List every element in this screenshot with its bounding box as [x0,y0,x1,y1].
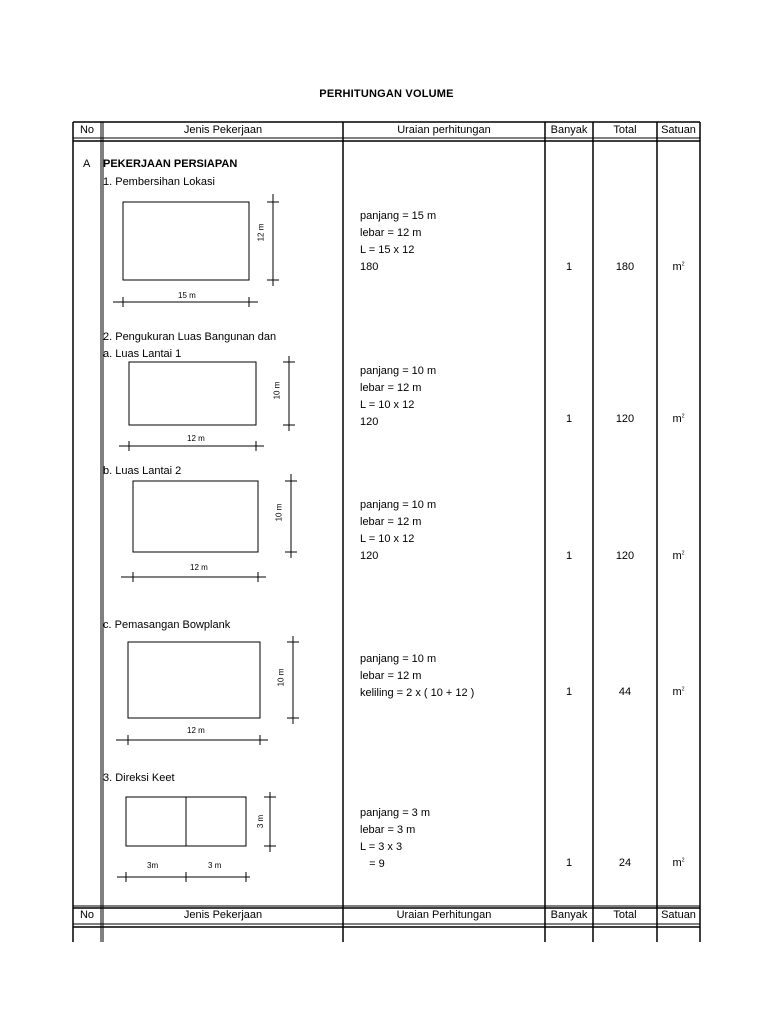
dimension-label: 10 m [272,381,282,400]
header-total: Total [613,124,637,136]
total-value: 44 [618,686,632,698]
total-value: 120 [615,413,635,425]
item-label: 2. Pengukuran Luas Bangunan dan [103,331,277,343]
header-jenis: Jenis Pekerjaan [183,124,263,136]
lokasi-rect [123,202,249,280]
section-no: A [83,158,91,170]
satuan-value: $m^2$ [672,857,685,869]
dimension-label: 12 m [256,223,266,242]
dimension-label: 12 m [187,434,205,443]
calc-block: panjang = 10 m lebar = 12 m keliling = 2 x ( 10 + 12 ) [360,653,475,699]
calc-block: panjang = 10 m lebar = 12 m L = 10 x 12 120 [360,499,437,562]
calc-block: panjang = 15 m lebar = 12 m L = 15 x 12 180 [360,210,437,273]
banyak-value: 1 [565,857,573,869]
footer-header-satuan: Satuan [661,909,696,921]
dimension-label: 3 m [256,814,266,829]
page-title: PERHITUNGAN VOLUME [319,88,454,100]
satuan-value: $m^2$ [672,686,685,698]
dimension-label: 3m [147,861,159,870]
total-value: 120 [615,550,635,562]
total-value: 24 [618,857,632,869]
footer-header-jenis: Jenis Pekerjaan [183,909,263,921]
item-label: a. Luas Lantai 1 [103,348,182,360]
dimension-label: 12 m [190,563,208,572]
banyak-value: 1 [565,686,573,698]
lantai2-rect [133,481,258,552]
header-no: No [79,124,95,136]
section-title: PEKERJAAN PERSIAPAN [103,158,238,170]
item-label: c. Pemasangan Bowplank [103,619,231,631]
banyak-value: 1 [565,261,573,273]
total-value: 180 [615,261,635,273]
bowplank-rect [128,642,260,718]
calc-block: panjang = 10 m lebar = 12 m L = 10 x 12 120 [360,365,437,428]
footer-header-banyak: Banyak [550,909,588,921]
footer-header-total: Total [613,909,637,921]
banyak-value: 1 [565,550,573,562]
dimension-label: 15 m [178,291,196,300]
header-banyak: Banyak [550,124,588,136]
dimension-label: 3 m [208,861,222,870]
satuan-value: $m^2$ [672,261,685,273]
footer-header-uraian: Uraian Perhitungan [396,909,492,921]
satuan-value: $m^2$ [672,413,685,425]
dimension-label: 10 m [274,503,284,522]
banyak-value: 1 [565,413,573,425]
calc-block: panjang = 3 m lebar = 3 m L = 3 x 3 = 9 [360,807,431,870]
footer-header-no: No [79,909,95,921]
lantai1-rect [129,362,256,425]
dimension-label: 12 m [187,726,205,735]
header-satuan: Satuan [661,124,696,136]
satuan-value: $m^2$ [672,550,685,562]
dimension-label: 10 m [276,668,286,687]
item-label: 3. Direksi Keet [103,772,175,784]
item-label: 1. Pembersihan Lokasi [103,176,215,188]
item-label: b. Luas Lantai 2 [103,465,182,477]
header-uraian: Uraian perhitungan [397,124,491,136]
